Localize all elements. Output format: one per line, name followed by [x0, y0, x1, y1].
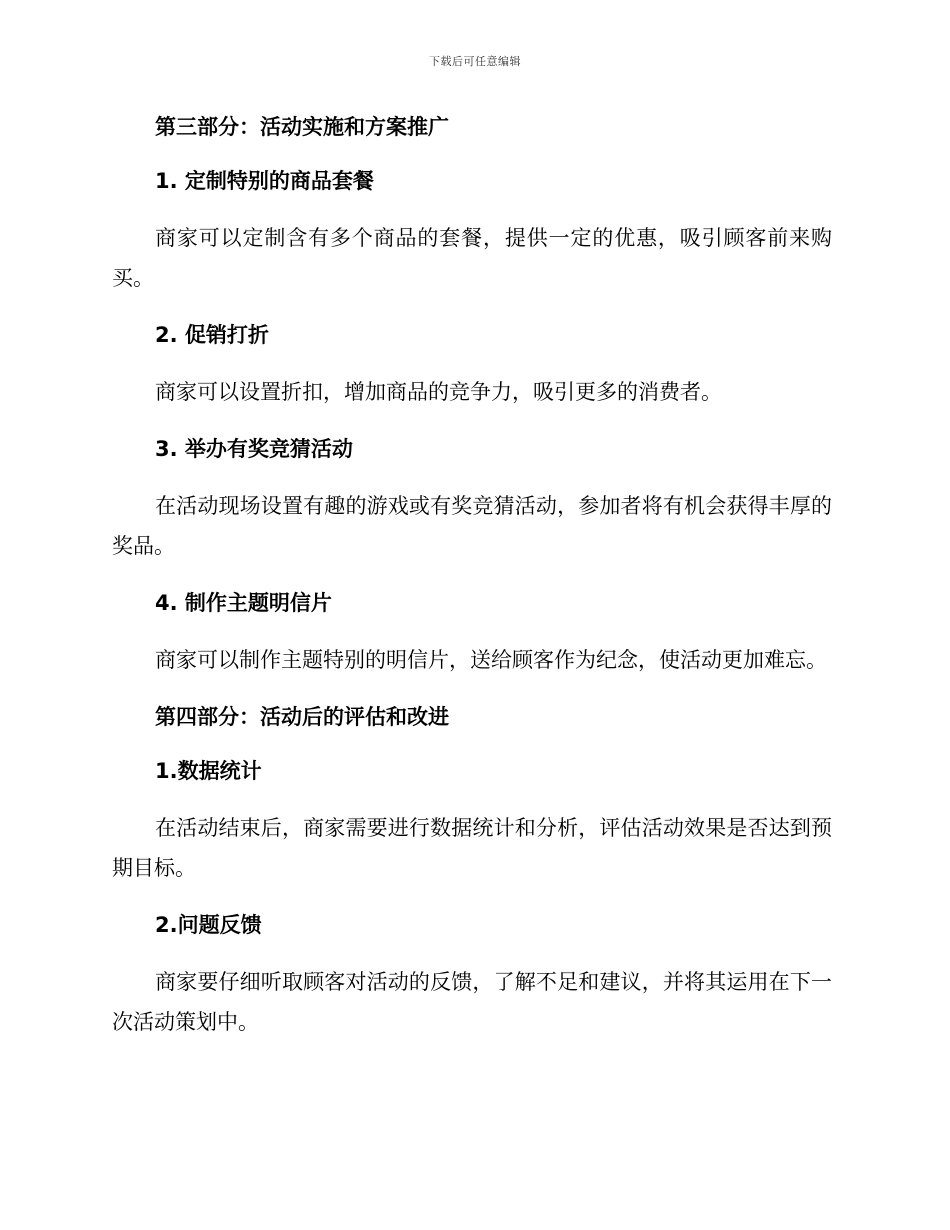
item-paragraph-custom-package: 商家可以定制含有多个商品的套餐，提供一定的优惠，吸引顾客前来购买。 [112, 226, 832, 290]
item-paragraph-discount: 商家可以设置折扣，增加商品的竞争力，吸引更多的消费者。 [155, 380, 722, 404]
item-paragraph-postcard: 商家可以制作主题特别的明信片，送给顾客作为纪念，使活动更加难忘。 [155, 648, 827, 672]
item-heading-custom-package: 1. 定制特别的商品套餐 [155, 169, 374, 193]
document-body [112, 110, 832, 1042]
item-heading-statistics: 1.数据统计 [155, 759, 262, 783]
part-three-heading: 第三部分：活动实施和方案推广 [155, 115, 449, 139]
page-header: 下载后可任意编辑 [429, 55, 521, 68]
item-heading-postcard: 4. 制作主题明信片 [155, 591, 332, 615]
item-heading-quiz: 3. 举办有奖竞猜活动 [155, 437, 353, 461]
item-heading-discount: 2. 促销打折 [155, 323, 269, 347]
item-paragraph-feedback: 商家要仔细听取顾客对活动的反馈，了解不足和建议，并将其运用在下一次活动策划中。 [112, 970, 832, 1034]
part-four-heading: 第四部分：活动后的评估和改进 [155, 705, 449, 729]
item-paragraph-statistics: 在活动结束后，商家需要进行数据统计和分析，评估活动效果是否达到预期目标。 [112, 816, 832, 880]
item-heading-feedback: 2.问题反馈 [155, 913, 262, 937]
item-paragraph-quiz: 在活动现场设置有趣的游戏或有奖竞猜活动，参加者将有机会获得丰厚的奖品。 [112, 494, 832, 558]
